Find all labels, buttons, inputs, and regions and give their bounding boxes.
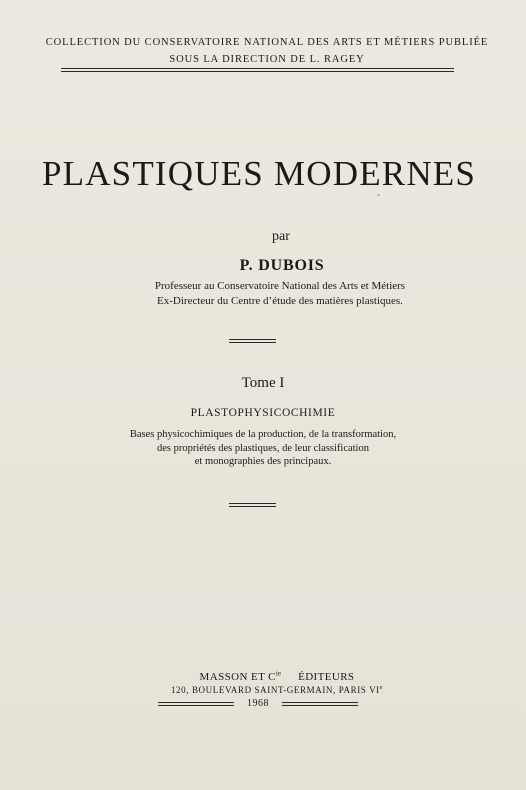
- book-title: [0, 152, 526, 196]
- year-rule-right: [282, 702, 358, 706]
- volume-description: [0, 428, 526, 469]
- volume-number: [0, 373, 526, 393]
- lower-divider: [229, 503, 276, 507]
- year-rule-left: [158, 702, 234, 706]
- volume-number-text: Tome I: [241, 375, 285, 391]
- middle-divider: [229, 339, 276, 343]
- top-double-rule: [61, 68, 454, 72]
- author-affiliation: [0, 279, 526, 309]
- collection-line-1: COLLECTION DU CONSERVATOIRE NATIONAL DES ARTS ET MÉTIERS PUBLIÉE: [45, 37, 489, 48]
- publisher-address-prefix: 120, BOULEVARD SAINT-GERMAIN, PARIS VI: [170, 685, 380, 695]
- description-line-2: des propriétés des plastiques, de leur classification: [157, 442, 369, 454]
- author-name: [0, 256, 526, 276]
- volume-subject: [0, 406, 526, 421]
- publisher-name-prefix: MASSON ET C: [199, 670, 276, 683]
- publisher-address-superscript: e: [379, 685, 384, 691]
- description-line-3: et monographies des principaux.: [194, 456, 332, 467]
- affiliation-line-1: Professeur au Conservatoire National des Arts et Métiers: [154, 280, 406, 292]
- publisher-name-text: [186, 671, 355, 683]
- paper-blemish: [377, 194, 380, 196]
- by-label-text: par: [272, 229, 290, 244]
- collection-header: [0, 34, 526, 68]
- publisher-name-superscript: ie: [275, 669, 281, 677]
- description-line-1: Bases physicochimiques de la production, de la transformation,: [129, 429, 397, 440]
- collection-line-2: SOUS LA DIRECTION DE L. RAGEY: [169, 54, 365, 65]
- publication-year: 1968: [247, 698, 269, 709]
- author-name-text: P. DUBOIS: [239, 257, 325, 274]
- publisher-name-suffix: ÉDITEURS: [294, 670, 355, 683]
- book-title-text: PLASTIQUES MODERNES: [41, 154, 477, 193]
- publisher-address: [0, 682, 526, 696]
- affiliation-line-2: Ex-Directeur du Centre d’étude des matières plastiques.: [157, 295, 403, 307]
- volume-subject-text: PLASTOPHYSICOCHIMIE: [190, 407, 336, 419]
- publication-year-row: [158, 697, 358, 711]
- by-label: [0, 228, 526, 246]
- publisher-name: [0, 666, 526, 684]
- publisher-address-text: [157, 685, 383, 695]
